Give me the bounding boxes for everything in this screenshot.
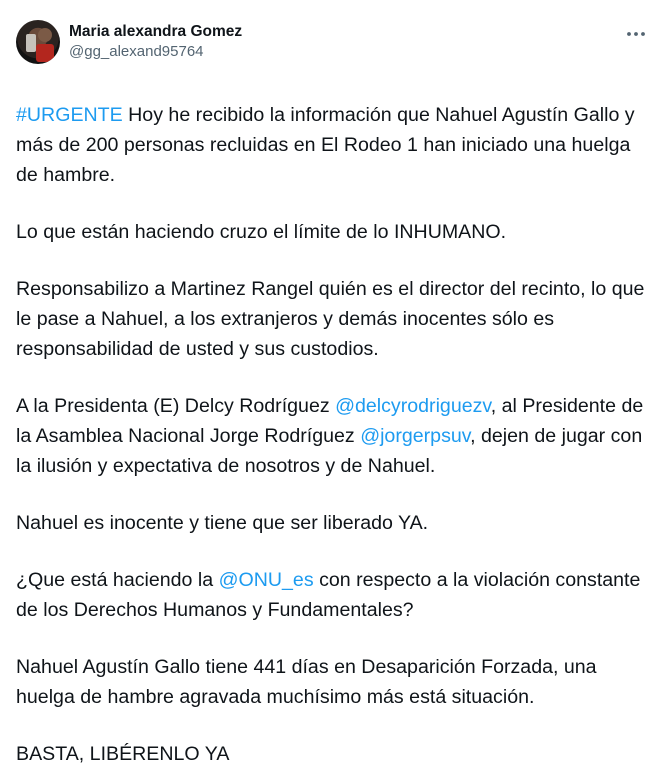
tweet-paragraph: BASTA, LIBÉRENLO YA xyxy=(16,743,230,765)
tweet-paragraph xyxy=(16,565,646,625)
mention-link[interactable]: @ONU_es xyxy=(218,569,314,591)
tweet-paragraph: Lo que están haciendo cruzo el límite de lo INHUMANO. xyxy=(16,221,507,243)
mention-link[interactable]: @delcyrodriguezv xyxy=(335,395,491,417)
tweet-paragraph: Nahuel Agustín Gallo tiene 441 días en Desaparición Forzada, una huelga de hambre agravada muchísimo más está situación. xyxy=(16,656,603,708)
paragraph-text: , al Presidente de la Asamblea Nacional Jorge Rodríguez xyxy=(16,395,649,447)
paragraph-text: Hoy he recibido la información que Nahuel Agustín Gallo y más de 200 personas recluidas en El Rodeo 1 han iniciado una huelga de hambre. xyxy=(16,104,641,186)
tweet-text xyxy=(16,100,650,769)
tweet-paragraph: Nahuel es inocente y tiene que ser liberado YA. xyxy=(16,512,429,534)
hashtag-link[interactable]: #URGENTE xyxy=(16,104,123,126)
more-options-button[interactable] xyxy=(624,22,648,46)
tweet-paragraph xyxy=(16,100,646,190)
paragraph-text: ¿Que está haciendo la xyxy=(16,569,219,591)
avatar-shape xyxy=(38,28,52,42)
tweet-paragraph xyxy=(16,391,649,481)
paragraph-text: con respecto a la violación constante de los Derechos Humanos y Fundamentales? xyxy=(16,569,646,621)
author-display-name[interactable]: Maria alexandra Gomez xyxy=(69,23,243,40)
avatar-shape xyxy=(26,34,36,52)
more-horizontal-icon xyxy=(626,31,646,37)
avatar[interactable] xyxy=(16,20,60,64)
mention-link[interactable]: @jorgerpsuv xyxy=(360,425,471,447)
paragraph-text: , dejen de jugar con la ilusión y expectativa de nosotros y de Nahuel. xyxy=(16,425,648,477)
tweet-header xyxy=(16,18,646,66)
author-handle[interactable]: @gg_alexand95764 xyxy=(69,43,204,60)
author-names xyxy=(69,22,242,62)
avatar-shape xyxy=(36,44,54,62)
paragraph-text: A la Presidenta (E) Delcy Rodríguez xyxy=(16,395,336,417)
tweet-paragraph: Responsabilizo a Martinez Rangel quién es el director del recinto, lo que le pase a Nahuel, a los extranjeros y demás inocentes sólo es responsabilidad de usted y sus custodios. xyxy=(16,278,650,360)
